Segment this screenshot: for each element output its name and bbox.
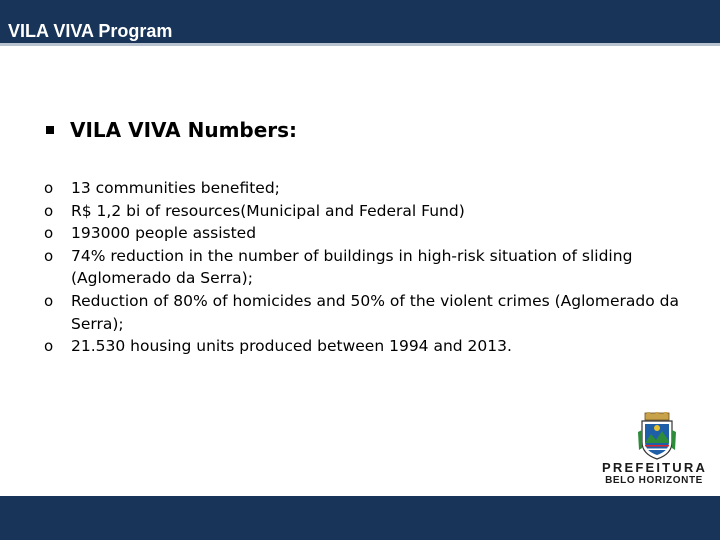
- list-item-text: 21.530 housing units produced between 1994 and 2013.: [71, 337, 512, 356]
- coat-of-arms-icon: [636, 412, 678, 460]
- circle-bullet-icon: o: [44, 201, 54, 220]
- header-divider: [0, 43, 720, 46]
- square-bullet-icon: [46, 126, 54, 134]
- list-item-text: 193000 people assisted: [71, 224, 257, 243]
- list-item: [44, 245, 694, 290]
- circle-bullet-icon: o: [44, 224, 54, 243]
- bullet-list: [44, 177, 694, 358]
- circle-bullet-icon: o: [44, 291, 54, 310]
- circle-bullet-icon: o: [44, 246, 54, 265]
- list-item: [44, 222, 694, 245]
- slide-title: VILA VIVA Program: [8, 21, 173, 41]
- section-heading-text: VILA VIVA Numbers:: [70, 118, 298, 142]
- list-item-text: R$ 1,2 bi of resources(Municipal and Federal Fund): [71, 201, 465, 220]
- list-item: [44, 177, 694, 200]
- list-item: [44, 200, 694, 223]
- footer-bar: [0, 496, 720, 540]
- logo-text-prefeitura: PREFEITURA: [602, 460, 708, 475]
- section-heading: [46, 116, 297, 144]
- circle-bullet-icon: o: [44, 179, 54, 197]
- prefeitura-logo: [602, 410, 706, 488]
- circle-bullet-icon: o: [44, 337, 54, 356]
- list-item-text: Reduction of 80% of homicides and 50% of the violent crimes (Aglomerado da Serra);: [71, 291, 679, 333]
- list-item: [44, 290, 694, 335]
- header-bar: [0, 0, 720, 43]
- list-item-text: 13 communities benefited;: [71, 179, 280, 197]
- list-item-text: 74% reduction in the number of buildings in high-risk situation of sliding (Aglomerado da Serra);: [71, 246, 633, 288]
- list-item: [44, 335, 694, 358]
- logo-text-city: BELO HORIZONTE: [605, 475, 703, 486]
